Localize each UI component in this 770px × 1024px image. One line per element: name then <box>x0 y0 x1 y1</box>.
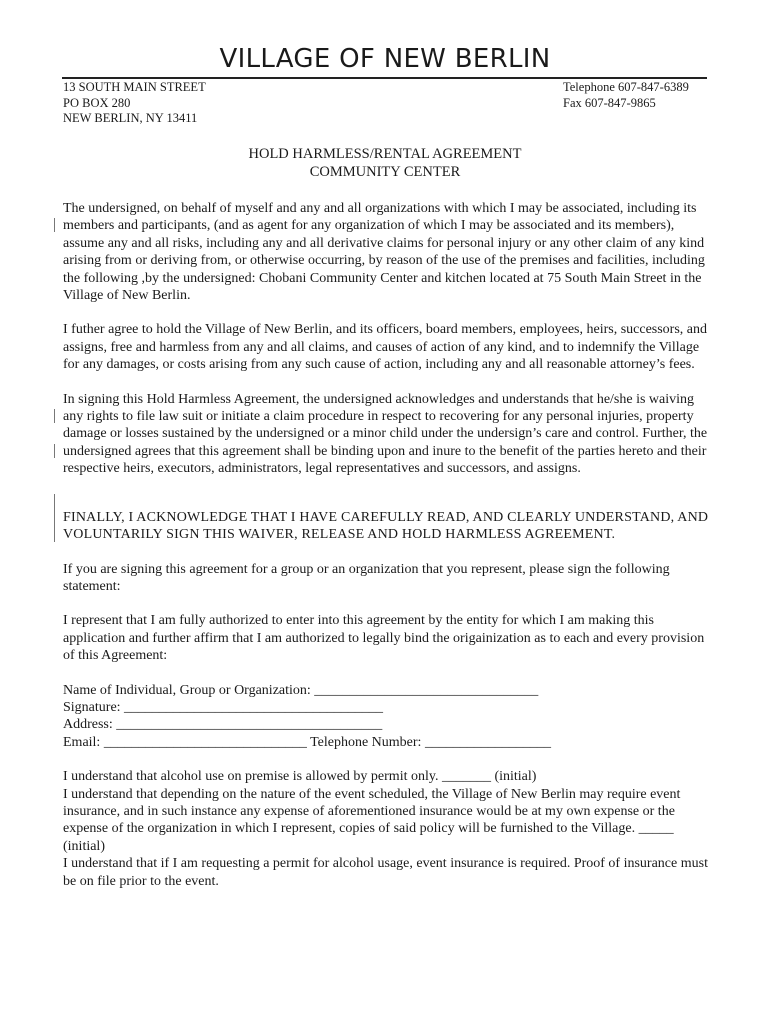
agreement-subtitle: COMMUNITY CENTER <box>309 164 461 180</box>
header-rule <box>62 77 707 79</box>
document-title: VILLAGE OF NEW BERLIN <box>219 44 551 74</box>
assumption-of-risk-paragraph: The undersigned, on behalf of myself and any and all organizations with which I may be associated, including its members and participants, (and as agent for any organization of which I may be associated and its members), assume any and all risks, including any and all derivative claims for personal injury or any other claim of any kind arising from or deriving from, or otherwise occurring, by reason of the use of the premises and facilities, including the following ,by the undersigned: Chobani Community Center and kitchen located at 75 South Main Street in the Village of New Berlin. <box>63 201 705 304</box>
village-address <box>63 80 206 127</box>
agreement-heading <box>0 145 770 181</box>
event-insurance-statement: I understand that depending on the nature of the event scheduled, the Village of New Berlin may require event insurance, and in such instance any expense of aforementioned insurance would be at my own expense or the expense of the organization in which I represent, copies of said policy will be furnished to the Village. _____ (initial) <box>63 786 681 854</box>
village-contact <box>563 80 689 111</box>
signature-fields <box>63 682 711 752</box>
address-line: NEW BERLIN, NY 13411 <box>63 111 198 125</box>
group-signing-instructions: If you are signing this agreement for a group or an organization that you represent, please sign the following statement: <box>63 561 670 594</box>
revision-mark <box>54 444 55 458</box>
telephone-line: Telephone 607-847-6389 <box>563 80 689 94</box>
agreement-body <box>63 200 711 890</box>
revision-mark <box>54 409 55 423</box>
agreement-title: HOLD HARMLESS/RENTAL AGREEMENT <box>248 146 522 162</box>
address-line: 13 SOUTH MAIN STREET <box>63 80 206 94</box>
revision-mark <box>54 218 55 232</box>
email-telephone-field: Email: _____________________________ Telephone Number: __________________ <box>63 734 551 750</box>
address-line: PO BOX 280 <box>63 95 131 110</box>
alcohol-insurance-requirement: I understand that if I am requesting a permit for alcohol usage, event insurance is required. Proof of insurance must be on file prior to the event. <box>63 856 708 889</box>
authorization-statement: I represent that I am fully authorized to enter into this agreement by the entity for which I am making this application and further affirm that I am authorized to legally bind the origainization as to each and every provision of this Agreement: <box>63 613 705 664</box>
alcohol-permit-statement: I understand that alcohol use on premise is allowed by permit only. _______ (initial) <box>63 769 537 785</box>
address-field: Address: ______________________________________ <box>63 717 383 733</box>
hold-harmless-paragraph: I futher agree to hold the Village of New Berlin, and its officers, board members, employees, heirs, successors, and assigns, free and harmless from any and all claims, and causes of action of any kind, and to indemnify the Village for any damages, or costs arising from any such cause of action, including any and all reasonable attorney’s fees. <box>63 322 708 373</box>
acknowledgement-paragraph: FINALLY, I ACKNOWLEDGE THAT I HAVE CAREFULLY READ, AND CLEARLY UNDERSTAND, AND VOLUNTARILY SIGN THIS WAIVER, RELEASE AND HOLD HARMLESS AGREEMENT. <box>63 509 709 543</box>
waiver-paragraph: In signing this Hold Harmless Agreement, the undersigned acknowledges and understands that he/she is waiving any rights to file law suit or initiate a claim procedure in respect to recovering for any personal injuries, property damage or losses sustained by the undersigned or a minor child under the undersign’s care and control. Further, the undersigned agrees that this agreement shall be binding upon and inure to the benefit of the parties hereto and their respective heirs, executors, administrators, legal representatives and successors, and assigns. <box>63 391 708 477</box>
fax-line: Fax 607-847-9865 <box>563 95 656 110</box>
revision-mark <box>54 494 55 542</box>
organization-name-field: Name of Individual, Group or Organization: ________________________________ <box>63 682 539 698</box>
signature-field: Signature: _____________________________________ <box>63 699 384 715</box>
